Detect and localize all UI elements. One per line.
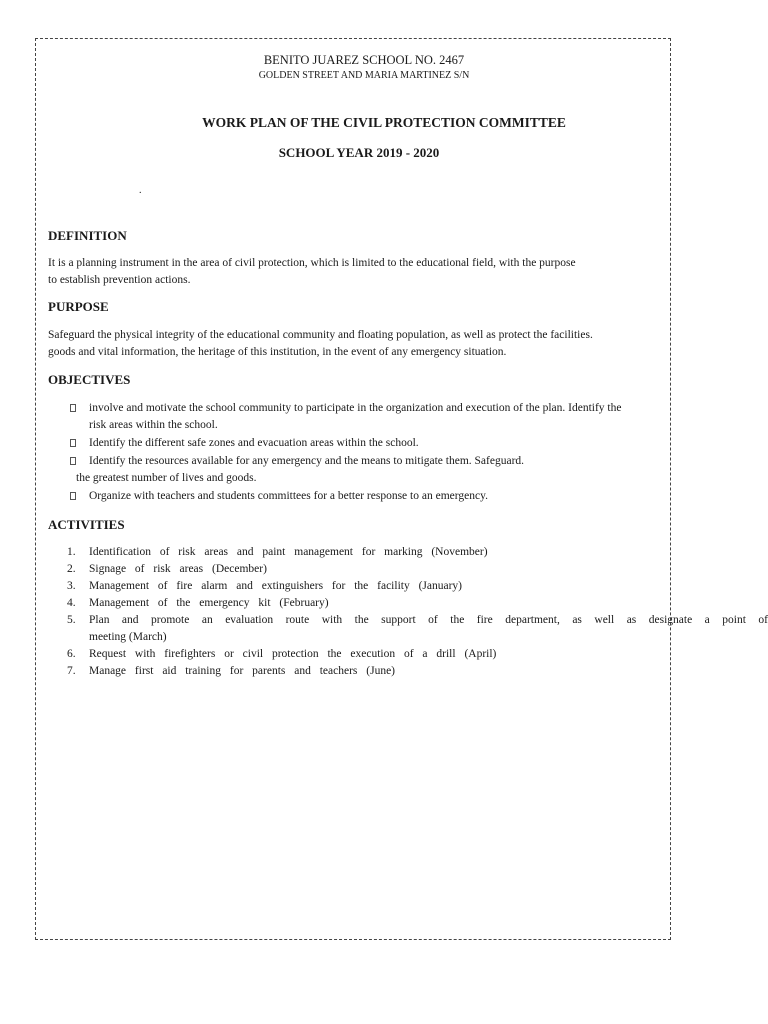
objective-line: the greatest number of lives and goods.	[76, 472, 257, 484]
school-name: BENITO JUAREZ SCHOOL NO. 2467	[263, 53, 465, 67]
stray-mark: .	[139, 185, 142, 196]
activity-line: meeting (March)	[89, 631, 167, 643]
purpose-line: Safeguard the physical integrity of the educational community and floating population, as well as protect the facilities.	[48, 329, 593, 341]
objectives-heading: OBJECTIVES	[48, 372, 131, 387]
definition-heading: DEFINITION	[48, 228, 127, 243]
activity-line: Plan and promote an evaluation route with the support of the fire department, as well as designate a point of	[89, 614, 768, 626]
definition-line: to establish prevention actions.	[48, 274, 191, 286]
purpose-heading: PURPOSE	[48, 299, 109, 314]
checkbox-bullet-icon	[70, 492, 76, 500]
objective-line: Organize with teachers and students committees for a better response to an emergency.	[89, 490, 488, 502]
list-item	[48, 646, 768, 663]
list-item	[48, 612, 768, 646]
checkbox-bullet-icon	[70, 457, 76, 465]
activity-line: Request with firefighters or civil protection the execution of a drill (April)	[89, 648, 497, 660]
document-title: WORK PLAN OF THE CIVIL PROTECTION COMMITTEE	[202, 115, 566, 130]
activity-line: Manage first aid training for parents and teachers (June)	[89, 665, 396, 677]
list-item	[48, 400, 673, 434]
activity-line: Management of the emergency kit (February)	[89, 597, 329, 609]
item-number: 2.	[67, 563, 76, 575]
item-number: 1.	[67, 546, 76, 558]
checkbox-bullet-icon	[70, 439, 76, 447]
list-item	[48, 578, 768, 595]
list-item	[48, 544, 768, 561]
list-item	[48, 663, 768, 680]
objective-line: Identify the different safe zones and evacuation areas within the school.	[89, 437, 419, 449]
item-number: 7.	[67, 665, 76, 677]
school-address: GOLDEN STREET AND MARIA MARTINEZ S/N	[258, 70, 470, 81]
definition-line: It is a planning instrument in the area of civil protection, which is limited to the educational field, with the purpose	[48, 257, 576, 269]
activity-line: Management of fire alarm and extinguishers for the facility (January)	[89, 580, 463, 592]
objective-line: risk areas within the school.	[89, 419, 218, 431]
purpose-line: goods and vital information, the heritage of this institution, in the event of any emergency situation.	[48, 346, 507, 358]
item-number: 6.	[67, 648, 76, 660]
activity-line: Signage of risk areas (December)	[89, 563, 267, 575]
purpose-text	[48, 327, 673, 361]
item-number: 4.	[67, 597, 76, 609]
objectives-list	[48, 400, 673, 506]
objective-line: Identify the resources available for any emergency and the means to mitigate them. Safeguard.	[89, 455, 525, 467]
item-number: 5.	[67, 614, 76, 626]
definition-text	[48, 255, 658, 289]
school-year: SCHOOL YEAR 2019 - 2020	[278, 145, 440, 160]
activities-list	[48, 544, 768, 680]
objective-line: involve and motivate the school community to participate in the organization and execution of the plan. Identify the	[89, 402, 622, 414]
item-number: 3.	[67, 580, 76, 592]
list-item	[48, 453, 673, 487]
list-item	[48, 561, 768, 578]
list-item	[48, 488, 673, 505]
activity-line: Identification of risk areas and paint management for marking (November)	[89, 546, 488, 558]
activities-heading: ACTIVITIES	[48, 517, 125, 532]
checkbox-bullet-icon	[70, 404, 76, 412]
list-item	[48, 595, 768, 612]
list-item	[48, 435, 673, 452]
